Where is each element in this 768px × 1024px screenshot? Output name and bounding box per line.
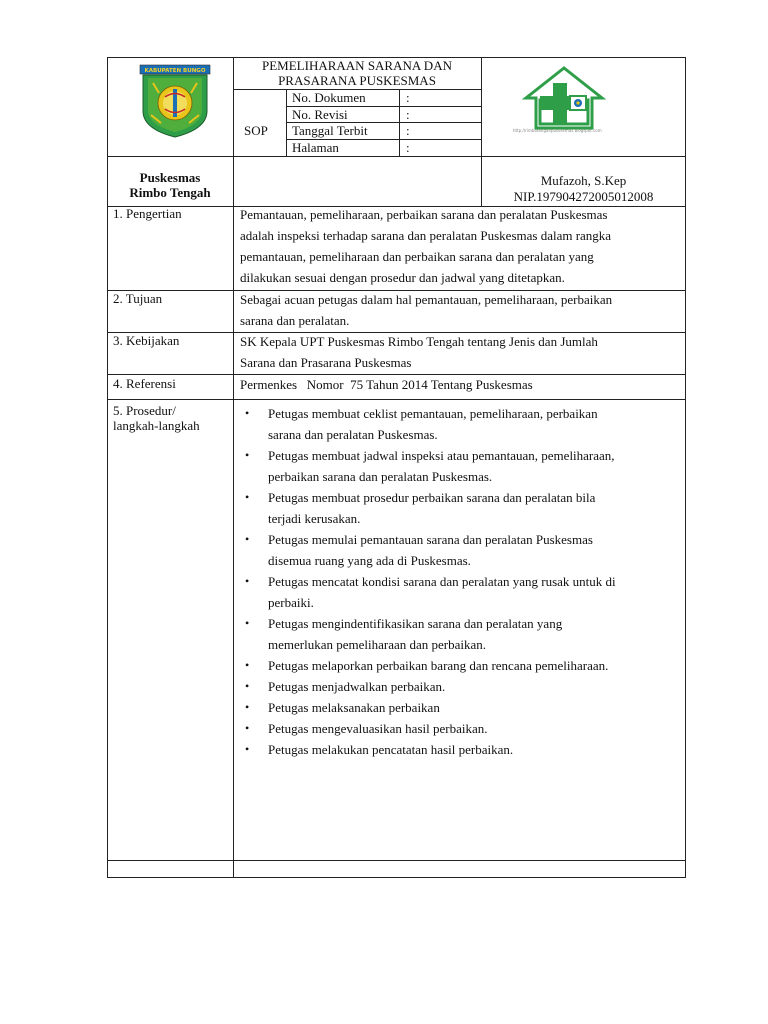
section-text-line: SK Kepala UPT Puskesmas Rimbo Tengah tentang Jenis dan Jumlah bbox=[240, 334, 598, 349]
field-no-dokumen-label: No. Dokumen bbox=[292, 90, 366, 105]
procedure-step bbox=[240, 613, 680, 655]
procedure-step-text: Petugas mengevaluasikan hasil perbaikan. bbox=[268, 721, 488, 736]
procedure-step-text: perbaiki. bbox=[268, 595, 314, 610]
procedure-step bbox=[240, 676, 680, 697]
section-label-tujuan: 2. Tujuan bbox=[113, 291, 163, 306]
procedure-step bbox=[240, 403, 680, 445]
section-label-pengertian: 1. Pengertian bbox=[113, 206, 182, 221]
bullet-icon: • bbox=[245, 406, 250, 420]
bullet-icon: • bbox=[245, 574, 250, 588]
procedure-step-text: terjadi kerusakan. bbox=[268, 511, 361, 526]
procedure-step bbox=[240, 487, 680, 529]
bullet-icon: • bbox=[245, 448, 250, 462]
procedure-step-text: Petugas memulai pemantauan sarana dan peralatan Puskesmas bbox=[268, 532, 593, 547]
field-no-revisi-label: No. Revisi bbox=[292, 107, 348, 122]
procedure-step-text: memerlukan pemeliharaan dan perbaikan. bbox=[268, 637, 487, 652]
procedure-step bbox=[240, 571, 680, 613]
org-name-line1: Puskesmas bbox=[139, 170, 201, 185]
procedure-step bbox=[240, 718, 680, 739]
section-text-line: sarana dan peralatan. bbox=[240, 313, 350, 328]
header-bottom-rule bbox=[107, 156, 686, 157]
document-title-line2: PRASARANA PUSKESMAS bbox=[278, 73, 436, 88]
procedure-step-text: Petugas membuat jadwal inspeksi atau pemantauan, pemeliharaan, bbox=[268, 448, 615, 463]
section-text-line: Pemantauan, pemeliharaan, perbaikan sarana dan peralatan Puskesmas bbox=[240, 207, 608, 222]
kabupaten-crest-icon bbox=[139, 63, 211, 138]
section-label-prosedur-line2: langkah-langkah bbox=[113, 418, 200, 433]
label-column-rule bbox=[233, 57, 234, 878]
procedure-step-text: Petugas membuat prosedur perbaikan sarana dan peralatan bila bbox=[268, 490, 596, 505]
section-text-line: adalah inspeksi terhadap sarana dan peralatan Puskesmas dalam rangka bbox=[240, 228, 612, 243]
procedure-step bbox=[240, 655, 680, 676]
crest-banner-text: KABUPATEN BUNGO bbox=[144, 68, 206, 74]
bullet-icon: • bbox=[245, 532, 250, 546]
bullet-icon: • bbox=[245, 721, 250, 735]
section-label-referensi: 4. Referensi bbox=[113, 376, 176, 391]
sop-label: SOP bbox=[244, 123, 268, 138]
section-text-line: pemantauan, pemeliharaan dan perbaikan sarana dan peralatan yang bbox=[240, 249, 594, 264]
bullet-icon: • bbox=[245, 616, 250, 630]
procedure-step bbox=[240, 445, 680, 487]
procedure-step bbox=[240, 697, 680, 718]
procedure-steps-list bbox=[240, 403, 680, 760]
procedure-step-text: Petugas menjadwalkan perbaikan. bbox=[268, 679, 446, 694]
sop-column-rule bbox=[286, 89, 287, 156]
bullet-icon: • bbox=[245, 742, 250, 756]
procedure-step-text: Petugas melaporkan perbaikan barang dan rencana pemeliharaan. bbox=[268, 658, 609, 673]
field-halaman-label: Halaman bbox=[292, 140, 339, 155]
procedure-step-text: disemua ruang yang ada di Puskesmas. bbox=[268, 553, 471, 568]
section-text-line: Sebagai acuan petugas dalam hal pemantauan, pemeliharaan, perbaikan bbox=[240, 292, 613, 307]
row-divider bbox=[107, 399, 686, 400]
field-tanggal-terbit-sep: : bbox=[406, 123, 410, 138]
field-value-rule bbox=[399, 89, 400, 156]
section-label-prosedur: 5. Prosedur/ bbox=[113, 403, 176, 418]
field-no-dokumen-sep: : bbox=[406, 90, 410, 105]
section-label-kebijakan: 3. Kebijakan bbox=[113, 333, 180, 348]
puskesmas-logo-icon bbox=[522, 66, 606, 136]
org-name-line2: Rimbo Tengah bbox=[129, 185, 211, 200]
procedure-step-text: sarana dan peralatan Puskesmas. bbox=[268, 427, 438, 442]
row-divider bbox=[107, 860, 686, 861]
document-title-line1: PEMELIHARAAN SARANA DAN bbox=[262, 58, 452, 73]
section-text-line: dilakukan sesuai dengan prosedur dan jadwal yang ditetapkan. bbox=[240, 270, 565, 285]
logo-caption-url: http://rimbotengahpuskesmas.blogspot.com bbox=[513, 128, 602, 133]
signer-nip: NIP.197904272005012008 bbox=[513, 189, 654, 204]
procedure-step-text: Petugas mengindentifikasikan sarana dan peralatan yang bbox=[268, 616, 563, 631]
procedure-step-text: perbaikan sarana dan peralatan Puskesmas. bbox=[268, 469, 493, 484]
bullet-icon: • bbox=[245, 490, 250, 504]
signer-name: Mufazoh, S.Kep bbox=[540, 173, 627, 188]
section-text-line: Permenkes Nomor 75 Tahun 2014 Tentang Puskesmas bbox=[240, 377, 533, 392]
field-halaman-sep: : bbox=[406, 140, 410, 155]
procedure-step-text: Petugas mencatat kondisi sarana dan peralatan yang rusak untuk di bbox=[268, 574, 616, 589]
procedure-step-text: Petugas membuat ceklist pemantauan, pemeliharaan, perbaikan bbox=[268, 406, 598, 421]
bullet-icon: • bbox=[245, 700, 250, 714]
field-tanggal-terbit-label: Tanggal Terbit bbox=[292, 123, 368, 138]
field-no-revisi-sep: : bbox=[406, 107, 410, 122]
procedure-step bbox=[240, 529, 680, 571]
bullet-icon: • bbox=[245, 679, 250, 693]
bullet-icon: • bbox=[245, 658, 250, 672]
procedure-step-text: Petugas melaksanakan perbaikan bbox=[268, 700, 440, 715]
procedure-step bbox=[240, 739, 680, 760]
section-text-line: Sarana dan Prasarana Puskesmas bbox=[240, 355, 412, 370]
procedure-step-text: Petugas melakukan pencatatan hasil perbaikan. bbox=[268, 742, 514, 757]
